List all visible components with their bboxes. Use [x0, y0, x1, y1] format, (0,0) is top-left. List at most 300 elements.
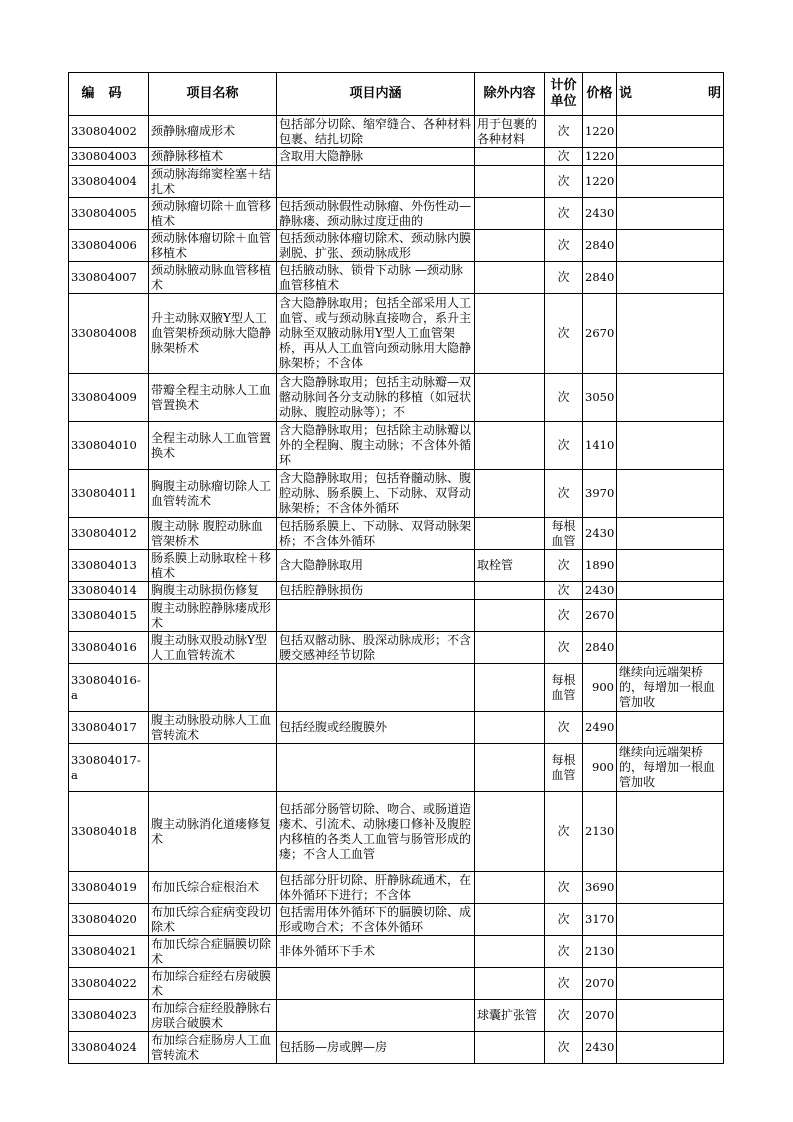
row-code-text: 330804014 [71, 583, 137, 597]
row-price [583, 792, 617, 872]
row-content-text: 包括肠系膜上、下动脉、双肾动脉架桥；不含体外循环 [279, 518, 472, 548]
row-unit [545, 230, 583, 262]
row-price [583, 470, 617, 518]
row-unit [545, 1032, 583, 1064]
row-code-text: 330804012 [71, 526, 137, 540]
row-price [583, 904, 617, 936]
row-unit-text: 次 [557, 558, 570, 572]
row-unit [545, 262, 583, 294]
row-name [149, 116, 277, 148]
row-content [277, 294, 475, 374]
row-unit [545, 374, 583, 422]
row-price-text: 2840 [585, 640, 615, 654]
table-row [69, 148, 724, 166]
row-exclusions [475, 872, 545, 904]
row-price-text: 2070 [585, 1008, 615, 1022]
row-name [149, 632, 277, 664]
row-content [277, 968, 475, 1000]
row-unit-text: 次 [557, 976, 570, 990]
row-exclusions [475, 582, 545, 600]
row-price-text: 3970 [585, 486, 615, 500]
row-price [583, 1032, 617, 1064]
table-row [69, 422, 724, 470]
row-price [583, 744, 617, 792]
row-name [149, 198, 277, 230]
row-price-text: 2840 [585, 238, 615, 252]
table-row [69, 664, 724, 712]
row-price [583, 712, 617, 744]
row-content [277, 166, 475, 198]
row-exclusions [475, 374, 545, 422]
row-unit-text: 次 [557, 720, 570, 734]
row-name [149, 936, 277, 968]
row-code [69, 262, 149, 294]
row-content [277, 600, 475, 632]
row-exclusions-text: 取栓管 [477, 558, 514, 572]
row-code-text: 330804002 [71, 124, 137, 138]
row-price-text: 2130 [585, 944, 615, 958]
row-name [149, 422, 277, 470]
row-code [69, 198, 149, 230]
row-price-text: 3170 [585, 912, 615, 926]
row-code-text: 330804016 [71, 640, 137, 654]
row-price-text: 1220 [585, 149, 615, 163]
row-unit-text: 次 [557, 124, 570, 138]
row-note [617, 374, 724, 422]
row-exclusions [475, 294, 545, 374]
row-price [583, 550, 617, 582]
table-row [69, 518, 724, 550]
row-name-text: 颈动脉瘤切除＋血管移植术 [151, 198, 272, 228]
row-content [277, 632, 475, 664]
row-name [149, 374, 277, 422]
row-price-text: 2670 [585, 608, 615, 622]
row-note [617, 230, 724, 262]
header-price: 价格 [583, 73, 617, 116]
row-code-text: 330804011 [71, 486, 137, 500]
row-content-text: 包括部分切除、缩窄缝合、各种材料包裹、结扎切除 [279, 116, 472, 146]
row-exclusions [475, 148, 545, 166]
row-code [69, 166, 149, 198]
row-exclusions-text: 用于包裹的各种材料 [477, 116, 538, 146]
row-note [617, 1032, 724, 1064]
row-unit-text: 次 [557, 583, 570, 597]
row-content-text: 含大隐静脉取用；包括主动脉瓣—双髂动脉间各分支动脉的移植（如冠状动脉、腹腔动脉等）；不 [279, 375, 472, 419]
row-content-text: 包括需用体外循环下的膈膜切除、成形或吻合术；不含体外循环 [279, 904, 472, 934]
row-code [69, 632, 149, 664]
table-body [69, 116, 724, 1064]
row-content [277, 904, 475, 936]
row-content-text: 包括肠—房或脾—房 [279, 1040, 388, 1054]
row-exclusions [475, 116, 545, 148]
row-code-text: 330804023 [71, 1008, 137, 1022]
row-code-text: 330804010 [71, 438, 137, 452]
row-price-text: 3690 [585, 880, 615, 894]
row-content [277, 470, 475, 518]
row-unit [545, 518, 583, 550]
row-exclusions [475, 712, 545, 744]
row-note [617, 148, 724, 166]
row-code-text: 330804016-a [71, 672, 141, 702]
price-table [68, 72, 724, 1064]
row-content [277, 518, 475, 550]
row-code [69, 664, 149, 712]
row-name-text: 腹主动脉消化道瘘修复术 [151, 816, 272, 846]
row-content [277, 1032, 475, 1064]
row-price-text: 1410 [585, 438, 615, 452]
row-name-text: 布加氏综合症病变段切除术 [151, 904, 272, 934]
row-content [277, 198, 475, 230]
row-unit [545, 1000, 583, 1032]
row-content-text: 含取用大隐静脉 [279, 149, 364, 163]
row-name-text: 带瓣全程主动脉人工血管置换术 [151, 382, 272, 412]
row-unit [545, 148, 583, 166]
table-row [69, 872, 724, 904]
row-unit-text: 次 [557, 640, 570, 654]
row-price [583, 664, 617, 712]
row-price-text: 2430 [585, 583, 615, 597]
row-note-text: 继续向远端架桥的，每增加一根血管加收 [619, 665, 716, 709]
row-content [277, 792, 475, 872]
row-exclusions [475, 422, 545, 470]
row-content-text: 包括部分肠管切除、吻合、或肠道造瘘术、引流术、动脉瘘口修补及腹腔内移植的各类人工血管与肠管形成的瘘；不含人工血管 [279, 801, 472, 861]
row-unit [545, 422, 583, 470]
row-unit-text: 次 [557, 326, 570, 340]
row-unit-text: 次 [557, 608, 570, 622]
row-name-text: 颈动脉腋动脉血管移植术 [151, 262, 272, 292]
table-row [69, 294, 724, 374]
row-code [69, 872, 149, 904]
row-unit [545, 198, 583, 230]
table-row [69, 198, 724, 230]
row-note [617, 664, 724, 712]
table-row [69, 968, 724, 1000]
row-unit [545, 712, 583, 744]
row-price-text: 900 [592, 760, 614, 774]
row-name-text: 布加氏综合症膈膜切除术 [151, 936, 272, 966]
row-unit-text: 次 [557, 944, 570, 958]
row-code [69, 904, 149, 936]
table-row [69, 1000, 724, 1032]
row-content [277, 582, 475, 600]
row-content [277, 744, 475, 792]
row-name-text: 全程主动脉人工血管置换术 [151, 430, 272, 460]
row-exclusions [475, 518, 545, 550]
row-unit [545, 872, 583, 904]
row-name [149, 166, 277, 198]
row-unit-text: 次 [557, 1040, 570, 1054]
row-price [583, 582, 617, 600]
row-name [149, 792, 277, 872]
row-content-text: 包括腋动脉、锁骨下动脉 —颈动脉血管移植术 [279, 262, 463, 292]
row-code-text: 330804019 [71, 880, 137, 894]
row-name-text: 腹主动脉 腹腔动脉血管架桥术 [151, 518, 263, 548]
row-exclusions [475, 550, 545, 582]
row-name [149, 904, 277, 936]
row-unit-text: 次 [557, 270, 570, 284]
row-exclusions [475, 470, 545, 518]
row-name [149, 294, 277, 374]
row-content [277, 936, 475, 968]
row-name-text: 布加综合症经右房破膜术 [151, 968, 272, 998]
row-price [583, 116, 617, 148]
row-exclusions [475, 936, 545, 968]
table-row [69, 632, 724, 664]
row-content [277, 148, 475, 166]
row-content-text: 包括颈动脉体瘤切除术、颈动脉内膜剥脱、扩张、颈动脉成形 [279, 230, 472, 260]
row-note [617, 262, 724, 294]
row-code [69, 936, 149, 968]
row-unit [545, 550, 583, 582]
row-code [69, 792, 149, 872]
row-exclusions [475, 198, 545, 230]
row-unit [545, 904, 583, 936]
row-content [277, 1000, 475, 1032]
row-unit [545, 936, 583, 968]
row-name [149, 664, 277, 712]
row-content [277, 374, 475, 422]
row-code-text: 330804021 [71, 944, 137, 958]
row-name [149, 600, 277, 632]
row-code-text: 330804017 [71, 720, 137, 734]
row-note [617, 1000, 724, 1032]
row-code-text: 330804020 [71, 912, 137, 926]
row-unit-text: 次 [557, 824, 570, 838]
row-unit [545, 744, 583, 792]
row-content [277, 664, 475, 712]
row-content [277, 550, 475, 582]
row-name [149, 230, 277, 262]
row-unit-text: 每根血管 [551, 672, 576, 702]
row-price [583, 166, 617, 198]
table-row [69, 1032, 724, 1064]
header-exclusions: 除外内容 [475, 73, 545, 116]
row-price [583, 198, 617, 230]
row-unit [545, 792, 583, 872]
row-price [583, 422, 617, 470]
row-code [69, 470, 149, 518]
row-content-text: 非体外循环下手术 [279, 944, 376, 958]
row-content-text: 包括腔静脉损伤 [279, 583, 364, 597]
row-unit-text: 次 [557, 174, 570, 188]
row-unit [545, 664, 583, 712]
row-price-text: 2430 [585, 1040, 615, 1054]
table-row [69, 470, 724, 518]
row-content [277, 712, 475, 744]
row-price [583, 374, 617, 422]
table-row [69, 262, 724, 294]
row-name-text: 布加综合症经股静脉右房联合破膜术 [151, 1000, 272, 1030]
row-name-text: 布加氏综合症根治术 [151, 880, 260, 894]
row-price [583, 294, 617, 374]
table-row [69, 936, 724, 968]
row-price-text: 1890 [585, 558, 615, 572]
table-row [69, 712, 724, 744]
row-name-text: 颈静脉移植术 [151, 149, 224, 163]
row-price [583, 600, 617, 632]
row-note [617, 166, 724, 198]
header-unit: 计价单位 [545, 73, 583, 116]
row-name [149, 582, 277, 600]
row-exclusions [475, 904, 545, 936]
row-price-text: 2840 [585, 270, 615, 284]
row-unit-text: 次 [557, 486, 570, 500]
row-content [277, 230, 475, 262]
row-price [583, 230, 617, 262]
row-name [149, 744, 277, 792]
row-name [149, 712, 277, 744]
row-exclusions [475, 968, 545, 1000]
row-code-text: 330804017-a [71, 752, 141, 782]
row-name-text: 升主动脉双腋Y型人工血管架桥颈动脉大隐静脉架桥术 [151, 311, 272, 355]
table-row [69, 374, 724, 422]
row-note-text: 继续向远端架桥的，每增加一根血管加收 [619, 745, 716, 789]
header-note: 说明 [617, 73, 724, 116]
row-unit [545, 294, 583, 374]
row-content-text: 含大隐静脉取用；包括脊髓动脉、腹腔动脉、肠系膜上、下动脉、双肾动脉架桥；不含体外循环 [279, 471, 472, 515]
row-unit [545, 600, 583, 632]
row-unit-text: 次 [557, 438, 570, 452]
row-note [617, 600, 724, 632]
table-row [69, 550, 724, 582]
row-name [149, 968, 277, 1000]
row-price-text: 2430 [585, 526, 615, 540]
row-code-text: 330804022 [71, 976, 137, 990]
table-row [69, 792, 724, 872]
row-code [69, 550, 149, 582]
row-price [583, 518, 617, 550]
row-code [69, 294, 149, 374]
row-name-text: 腹主动脉双股动脉Y型人工血管转流术 [151, 632, 267, 662]
row-code-text: 330804013 [71, 558, 137, 572]
row-price [583, 148, 617, 166]
row-unit-text: 每根血管 [551, 752, 576, 782]
row-code [69, 1032, 149, 1064]
table-row [69, 116, 724, 148]
row-note [617, 470, 724, 518]
row-exclusions [475, 262, 545, 294]
row-content-text: 包括经腹或经腹膜外 [279, 720, 388, 734]
row-price-text: 3050 [585, 390, 615, 404]
header-content: 项目内涵 [277, 73, 475, 116]
row-price [583, 968, 617, 1000]
row-code [69, 116, 149, 148]
row-content-text: 含大隐静脉取用；包括除主动脉瓣以外的全程胸、腹主动脉；不含体外循环 [279, 423, 472, 467]
row-price [583, 936, 617, 968]
row-exclusions [475, 600, 545, 632]
row-code-text: 330804009 [71, 390, 137, 404]
row-name [149, 1000, 277, 1032]
row-unit-text: 次 [557, 149, 570, 163]
row-name [149, 518, 277, 550]
row-unit [545, 470, 583, 518]
row-name-text: 腹主动脉股动脉人工血管转流术 [151, 712, 272, 742]
row-name-text: 颈动脉海绵窦栓塞＋结扎术 [151, 166, 272, 196]
row-code [69, 374, 149, 422]
row-code-text: 330804003 [71, 149, 137, 163]
row-price-text: 2490 [585, 720, 615, 734]
row-content [277, 872, 475, 904]
row-content-text: 包括颈动脉假性动脉瘤、外伤性动—静脉瘘、颈动脉过度迂曲的 [279, 198, 472, 228]
row-note [617, 712, 724, 744]
row-price [583, 632, 617, 664]
row-note [617, 632, 724, 664]
row-content [277, 422, 475, 470]
row-exclusions [475, 230, 545, 262]
row-code [69, 148, 149, 166]
row-code [69, 230, 149, 262]
row-unit-text: 次 [557, 390, 570, 404]
row-content-text: 含大隐静脉取用；包括全部采用人工血管、或与颈动脉直接吻合，系升主动脉至双腋动脉用Y型人工血管架桥，再从人工血管向颈动脉用大隐静脉架桥；不含体 [279, 296, 472, 370]
row-price-text: 2670 [585, 326, 615, 340]
row-code-text: 330804004 [71, 174, 137, 188]
row-code-text: 330804015 [71, 608, 137, 622]
row-unit-text: 次 [557, 912, 570, 926]
row-code-text: 330804005 [71, 206, 137, 220]
row-name [149, 550, 277, 582]
row-unit [545, 166, 583, 198]
row-price-text: 900 [592, 680, 614, 694]
row-price-text: 2070 [585, 976, 615, 990]
row-code [69, 518, 149, 550]
row-code-text: 330804024 [71, 1040, 137, 1054]
row-unit-text: 每根血管 [551, 518, 576, 548]
row-exclusions [475, 1000, 545, 1032]
row-unit-text: 次 [557, 1008, 570, 1022]
row-name-text: 颈动脉体瘤切除＋血管移植术 [151, 230, 272, 260]
row-unit [545, 582, 583, 600]
row-unit-text: 次 [557, 238, 570, 252]
row-content [277, 116, 475, 148]
row-price [583, 262, 617, 294]
row-price [583, 1000, 617, 1032]
row-exclusions [475, 166, 545, 198]
table-row [69, 600, 724, 632]
row-code-text: 330804006 [71, 238, 137, 252]
row-exclusions [475, 1032, 545, 1064]
row-code-text: 330804018 [71, 824, 137, 838]
row-note [617, 198, 724, 230]
row-price-text: 1220 [585, 124, 615, 138]
row-name-text: 颈静脉瘤成形术 [151, 124, 236, 138]
row-exclusions [475, 792, 545, 872]
row-note [617, 550, 724, 582]
row-unit [545, 116, 583, 148]
row-name [149, 262, 277, 294]
row-unit-text: 次 [557, 880, 570, 894]
row-note [617, 518, 724, 550]
row-name [149, 148, 277, 166]
row-name-text: 腹主动脉腔静脉瘘成形术 [151, 600, 272, 630]
row-code [69, 968, 149, 1000]
row-name-text: 胸腹主动脉损伤修复 [151, 583, 260, 597]
row-name-text: 胸腹主动脉瘤切除人工血管转流术 [151, 478, 272, 508]
row-note [617, 792, 724, 872]
row-note [617, 744, 724, 792]
row-exclusions [475, 664, 545, 712]
row-name-text: 布加综合症肠房人工血管转流术 [151, 1032, 272, 1062]
row-code [69, 712, 149, 744]
row-exclusions-text: 球囊扩张管 [477, 1008, 538, 1022]
header-name: 项目名称 [149, 73, 277, 116]
row-note [617, 582, 724, 600]
table-row [69, 230, 724, 262]
row-code-text: 330804008 [71, 326, 137, 340]
row-exclusions [475, 632, 545, 664]
row-code-text: 330804007 [71, 270, 137, 284]
row-note [617, 422, 724, 470]
row-unit [545, 968, 583, 1000]
